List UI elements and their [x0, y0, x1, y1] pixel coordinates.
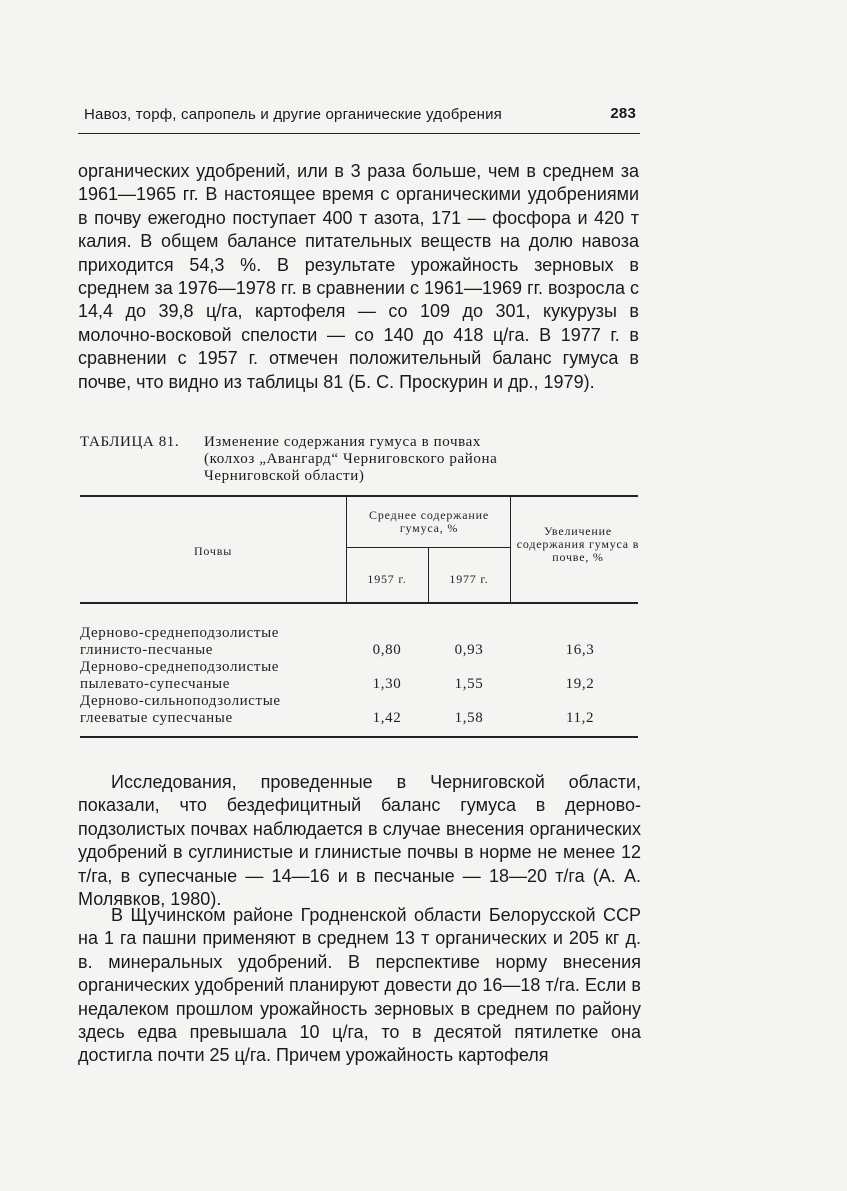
table-bottom-rule [80, 736, 638, 738]
value-1977: 1,58 [454, 710, 484, 726]
table-caption-label: ТАБЛИЦА 81. [80, 434, 180, 450]
header-soils: Почвы [193, 544, 233, 558]
table-top-rule [80, 495, 638, 497]
header-year-1957: 1957 г. [367, 572, 407, 586]
header-avg-content: Среднее содержание гумуса, % [369, 508, 489, 535]
value-1977: 0,93 [454, 642, 484, 658]
soil-name: Дерново-среднеподзолистые пылевато-супесчаные [80, 659, 280, 692]
value-1957: 1,30 [372, 676, 402, 692]
paragraph-2: Исследования, проведенные в Черниговской области, показали, что бездефицитный баланс гумуса в дерново-подзолистых почвах наблюдается в случае внесения органических удобрений в суглинистые и глинистые почвы в норме не менее 12 т/га, в супесчаные — 14—16 и в песчаные — 18—20 т/га (А. А. Молявков, 1980). [78, 772, 641, 910]
table-caption-text: Изменение содержания гумуса в почвах (колхоз „Авангард“ Черниговского района Черниговской области) [204, 434, 498, 484]
value-1957: 0,80 [372, 642, 402, 658]
table-header-rule [80, 602, 638, 604]
soil-name: Дерново-сильноподзолистые глееватые супесчаные [80, 693, 281, 726]
paragraph-3: В Щучинском районе Гродненской области Белорусской ССР на 1 га пашни применяют в среднем 13 т органических и 205 кг д. в. минеральных удобрений. В перспективе норму внесения органических удобрений планируют довести до 16—18 т/га. Если в недалеком прошлом урожайность зерновых в среднем по району здесь едва превышала 10 ц/га, то в десятой пятилетке она достигла почти 25 ц/га. Причем урожайность картофеля [78, 905, 641, 1066]
running-head [78, 104, 638, 130]
value-increase: 11,2 [565, 710, 595, 726]
table-row [80, 693, 638, 727]
value-1977: 1,55 [454, 676, 484, 692]
soil-name: Дерново-среднеподзолистые глинисто-песчаные [80, 625, 280, 658]
paragraph-1: органических удобрений, или в 3 раза больше, чем в среднем за 1961—1965 гг. В настоящее время с органическими удобрениями в почву ежегодно поступает 400 т азота, 171 — фосфора и 420 т калия. В общем балансе питательных веществ на долю навоза приходится 54,3 %. В результате урожайность зерновых в среднем за 1976—1978 гг. в сравнении с 1961—1969 гг. возросла с 14,4 до 39,8 ц/га, картофеля — со 109 до 301, кукурузы в молочно-восковой спелости — со 140 до 418 ц/га. В 1977 г. в сравнении с 1957 г. отмечен положительный баланс гумуса в почве, что видно из таблицы 81 (Б. С. Проскурин и др., 1979). [78, 161, 639, 392]
table-divider [346, 497, 347, 603]
running-head-title: Навоз, торф, сапропель и другие органические удобрения [84, 106, 503, 123]
header-increase: Увеличение содержания гумуса в почве, % [516, 524, 640, 564]
table-row [80, 659, 638, 693]
page-number: 283 [610, 105, 636, 122]
value-increase: 19,2 [565, 676, 595, 692]
running-head-rule [78, 133, 640, 134]
table-row [80, 625, 638, 659]
humus-table [80, 495, 638, 740]
table-divider [510, 497, 511, 603]
value-increase: 16,3 [565, 642, 595, 658]
header-year-1977: 1977 г. [449, 572, 489, 586]
value-1957: 1,42 [372, 710, 402, 726]
table-subheader-rule [346, 547, 510, 548]
